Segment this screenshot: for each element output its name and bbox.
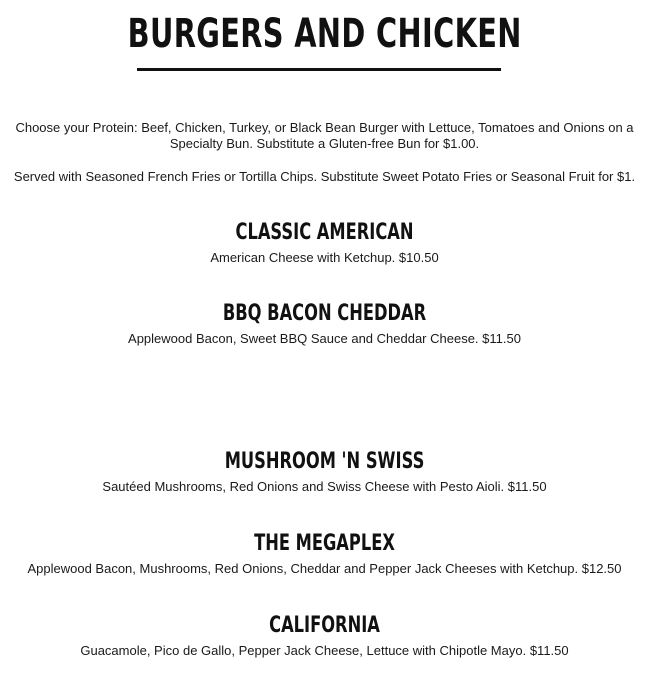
menu-item-name: THE MEGAPLEX xyxy=(254,531,395,556)
title-underline xyxy=(137,68,501,71)
menu-item-california xyxy=(0,613,649,659)
protein-options-text: Choose your Protein: Beef, Chicken, Turkey, or Black Bean Burger with Lettuce, Tomatoes and Onions on a Specialty Bun. Substitute a Gluten-free Bun for $1.00. xyxy=(15,120,634,151)
page-title: BURGERS AND CHICKEN xyxy=(127,11,522,57)
menu-item-classic-american xyxy=(0,220,649,266)
menu-item-name: MUSHROOM 'N SWISS xyxy=(224,449,425,474)
menu-item-bbq-bacon-cheddar xyxy=(0,301,649,347)
menu-item-description: Sautéed Mushrooms, Red Onions and Swiss Cheese with Pesto Aioli. $11.50 xyxy=(102,479,547,494)
menu-item-the-megaplex xyxy=(0,531,649,577)
sides-options-text: Served with Seasoned French Fries or Tortilla Chips. Substitute Sweet Potato Fries or Seasonal Fruit for $1. xyxy=(13,169,636,184)
menu-item-description: Guacamole, Pico de Gallo, Pepper Jack Cheese, Lettuce with Chipotle Mayo. $11.50 xyxy=(80,643,569,658)
menu-item-mushroom-n-swiss xyxy=(0,449,649,495)
menu-item-name: CLASSIC AMERICAN xyxy=(235,220,414,245)
menu-item-name: CALIFORNIA xyxy=(269,613,380,638)
menu-item-name: BBQ BACON CHEDDAR xyxy=(222,301,427,326)
menu-item-description: Applewood Bacon, Mushrooms, Red Onions, Cheddar and Pepper Jack Cheeses with Ketchup. $12.50 xyxy=(27,561,622,576)
menu-item-description: American Cheese with Ketchup. $10.50 xyxy=(210,250,439,265)
menu-item-description: Applewood Bacon, Sweet BBQ Sauce and Cheddar Cheese. $11.50 xyxy=(128,331,521,346)
menu-header xyxy=(0,10,649,58)
